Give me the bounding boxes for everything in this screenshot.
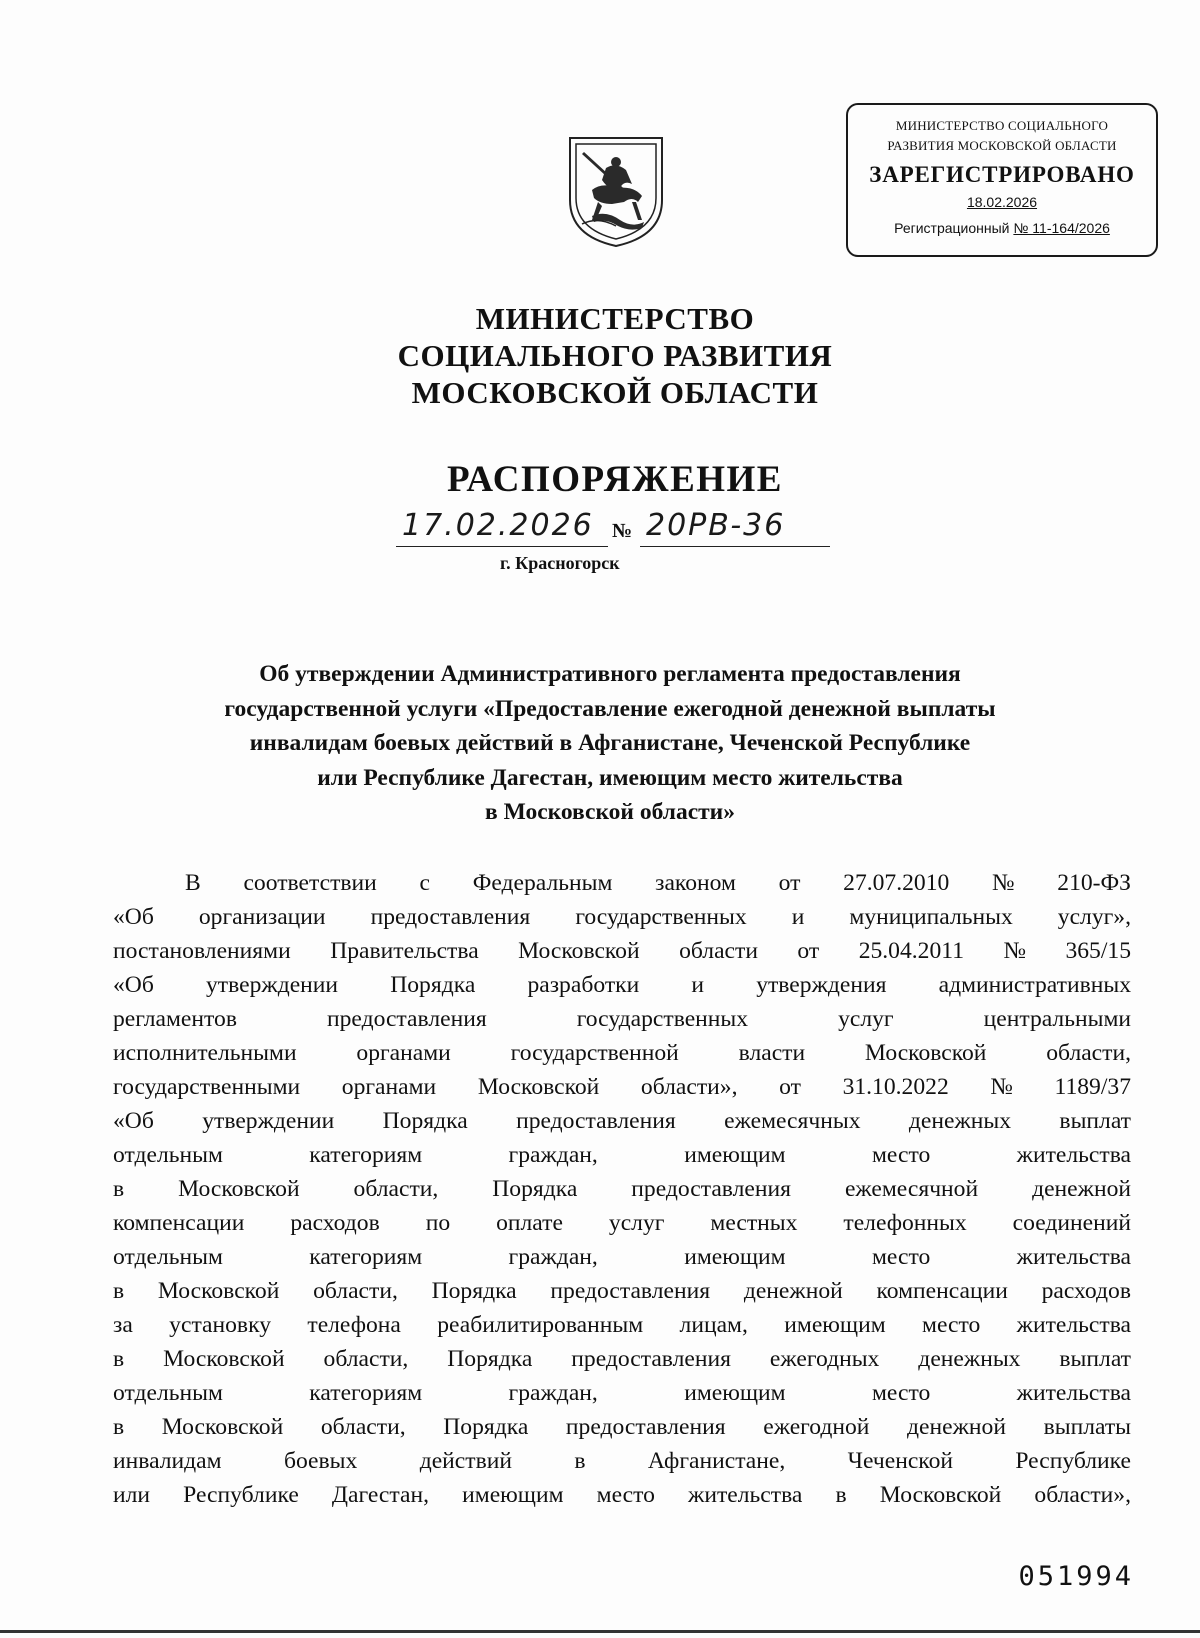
ministry-title-line: МОСКОВСКОЙ ОБЛАСТИ [411, 375, 819, 410]
body-line: инвалидам боевых действий в Афганистане, Чеченской Республике [113, 1448, 1131, 1474]
stamp-date [848, 194, 1156, 210]
document-type-title: РАСПОРЯЖЕНИЕ [446, 459, 783, 500]
body-line: «Об организации предоставления государственных и муниципальных услуг», [113, 904, 1131, 930]
stamp-organization-line: МИНИСТЕРСТВО СОЦИАЛЬНОГО [895, 118, 1109, 133]
subject-line: Об утверждении Административного регламента предоставления [259, 661, 961, 687]
ministry-title-line: МИНИСТЕРСТВО [475, 301, 755, 336]
stamp-date-value: 18.02.2026 [966, 194, 1038, 210]
body-line: в Московской области, Порядка предоставления ежегодных денежных выплат [113, 1346, 1131, 1372]
body-line: в Московской области, Порядка предоставления ежемесячной денежной [113, 1176, 1131, 1202]
document-date-number-line [396, 508, 856, 548]
body-line: в Московской области, Порядка предоставления денежной компенсации расходов [113, 1278, 1131, 1304]
subject-line: инвалидам боевых действий в Афганистане, Чеченской Республике [249, 730, 971, 756]
body-line: за установку телефона реабилитированным лицам, имеющим место жительства [113, 1312, 1131, 1338]
document-subject [130, 657, 1090, 830]
number-underline [640, 546, 830, 547]
handwritten-document-number: 20PB-36 [646, 508, 786, 543]
ministry-title-line: СОЦИАЛЬНОГО РАЗВИТИЯ [397, 338, 833, 373]
page-serial-number: 051994 [1018, 1561, 1134, 1592]
body-line: государственными органами Московской области», от 31.10.2022 № 1189/37 [113, 1074, 1131, 1100]
date-underline [396, 546, 608, 547]
body-line: отдельным категориям граждан, имеющим место жительства [113, 1244, 1131, 1270]
stamp-organization-line: РАЗВИТИЯ МОСКОВСКОЙ ОБЛАСТИ [887, 138, 1117, 153]
body-line: постановлениями Правительства Московской области от 25.04.2011 № 365/15 [113, 938, 1131, 964]
subject-line: государственной услуги «Предоставление ежегодной денежной выплаты [224, 695, 996, 722]
coat-of-arms-emblem [562, 132, 670, 250]
stamp-status: ЗАРЕГИСТРИРОВАНО [869, 162, 1135, 187]
stamp-registration-number [848, 220, 1156, 236]
bottom-scan-edge [0, 1630, 1200, 1633]
body-line: или Республике Дагестан, имеющим место жительства в Московской области», [113, 1482, 1131, 1508]
registration-stamp [846, 103, 1158, 257]
document-body [113, 866, 1131, 1512]
body-line: отдельным категориям граждан, имеющим место жительства [113, 1142, 1131, 1168]
stamp-number-label: Регистрационный [894, 220, 1010, 236]
body-line: В соответствии с Федеральным законом от 27.07.2010 № 210-ФЗ [185, 870, 1131, 896]
subject-line: или Республике Дагестан, имеющим место жительства [317, 764, 903, 791]
subject-line: в Московской области» [485, 799, 735, 825]
handwritten-date: 17.02.2026 [402, 508, 594, 543]
number-sign: № [612, 520, 633, 542]
body-line: компенсации расходов по оплате услуг местных телефонных соединений [113, 1210, 1131, 1236]
body-line: исполнительными органами государственной власти Московской области, [113, 1040, 1131, 1066]
city-label: г. Красногорск [500, 553, 620, 573]
stamp-number-value: № 11-164/2026 [1013, 220, 1110, 236]
body-line: отдельным категориям граждан, имеющим место жительства [113, 1380, 1131, 1406]
ministry-title [300, 300, 930, 411]
body-line: «Об утверждении Порядка разработки и утверждения административных [113, 972, 1131, 998]
body-line: «Об утверждении Порядка предоставления ежемесячных денежных выплат [113, 1108, 1131, 1134]
body-line: в Московской области, Порядка предоставления ежегодной денежной выплаты [113, 1414, 1131, 1440]
body-line: регламентов предоставления государственных услуг центральными [113, 1006, 1131, 1032]
